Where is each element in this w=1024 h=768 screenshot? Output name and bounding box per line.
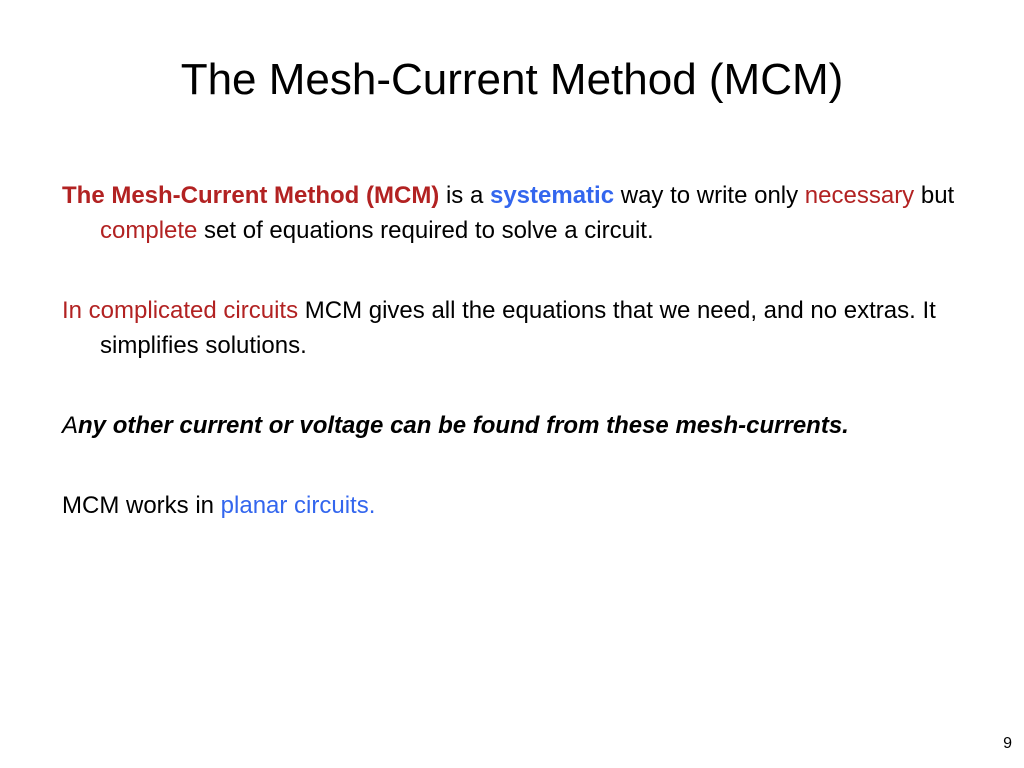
slide-body	[62, 178, 962, 523]
complicated-circuits-text: In complicated circuits	[62, 297, 299, 324]
definition-text-4: set of equations required to solve a circuit.	[197, 217, 654, 244]
planar-circuits-lead-text: MCM works in	[62, 492, 221, 519]
planar-circuits-text: planar circuits.	[220, 492, 376, 519]
definition-text-3: but	[914, 182, 955, 209]
systematic-text: systematic	[489, 182, 615, 209]
paragraph-mcm-definition	[62, 178, 962, 248]
other-currents-text: ny other current or voltage can be found from these mesh-currents.	[78, 412, 849, 439]
necessary-text: necessary	[804, 182, 915, 209]
page-number: 9	[1003, 735, 1012, 752]
complete-text: complete	[100, 217, 198, 244]
definition-text-2: way to write only	[614, 182, 805, 209]
slide-title: The Mesh-Current Method (MCM)	[180, 55, 844, 104]
paragraph-complicated-circuits	[62, 293, 962, 363]
definition-text-1: is a	[439, 182, 490, 209]
other-currents-initial-text: A	[62, 412, 79, 439]
complicated-circuits-rest-text: MCM gives all the equations that we need, and no extras. It simplifies solutions.	[100, 297, 936, 359]
mcm-term-text: The Mesh-Current Method (MCM)	[62, 182, 440, 209]
paragraph-planar-circuits	[62, 488, 962, 523]
paragraph-other-currents	[62, 408, 962, 443]
